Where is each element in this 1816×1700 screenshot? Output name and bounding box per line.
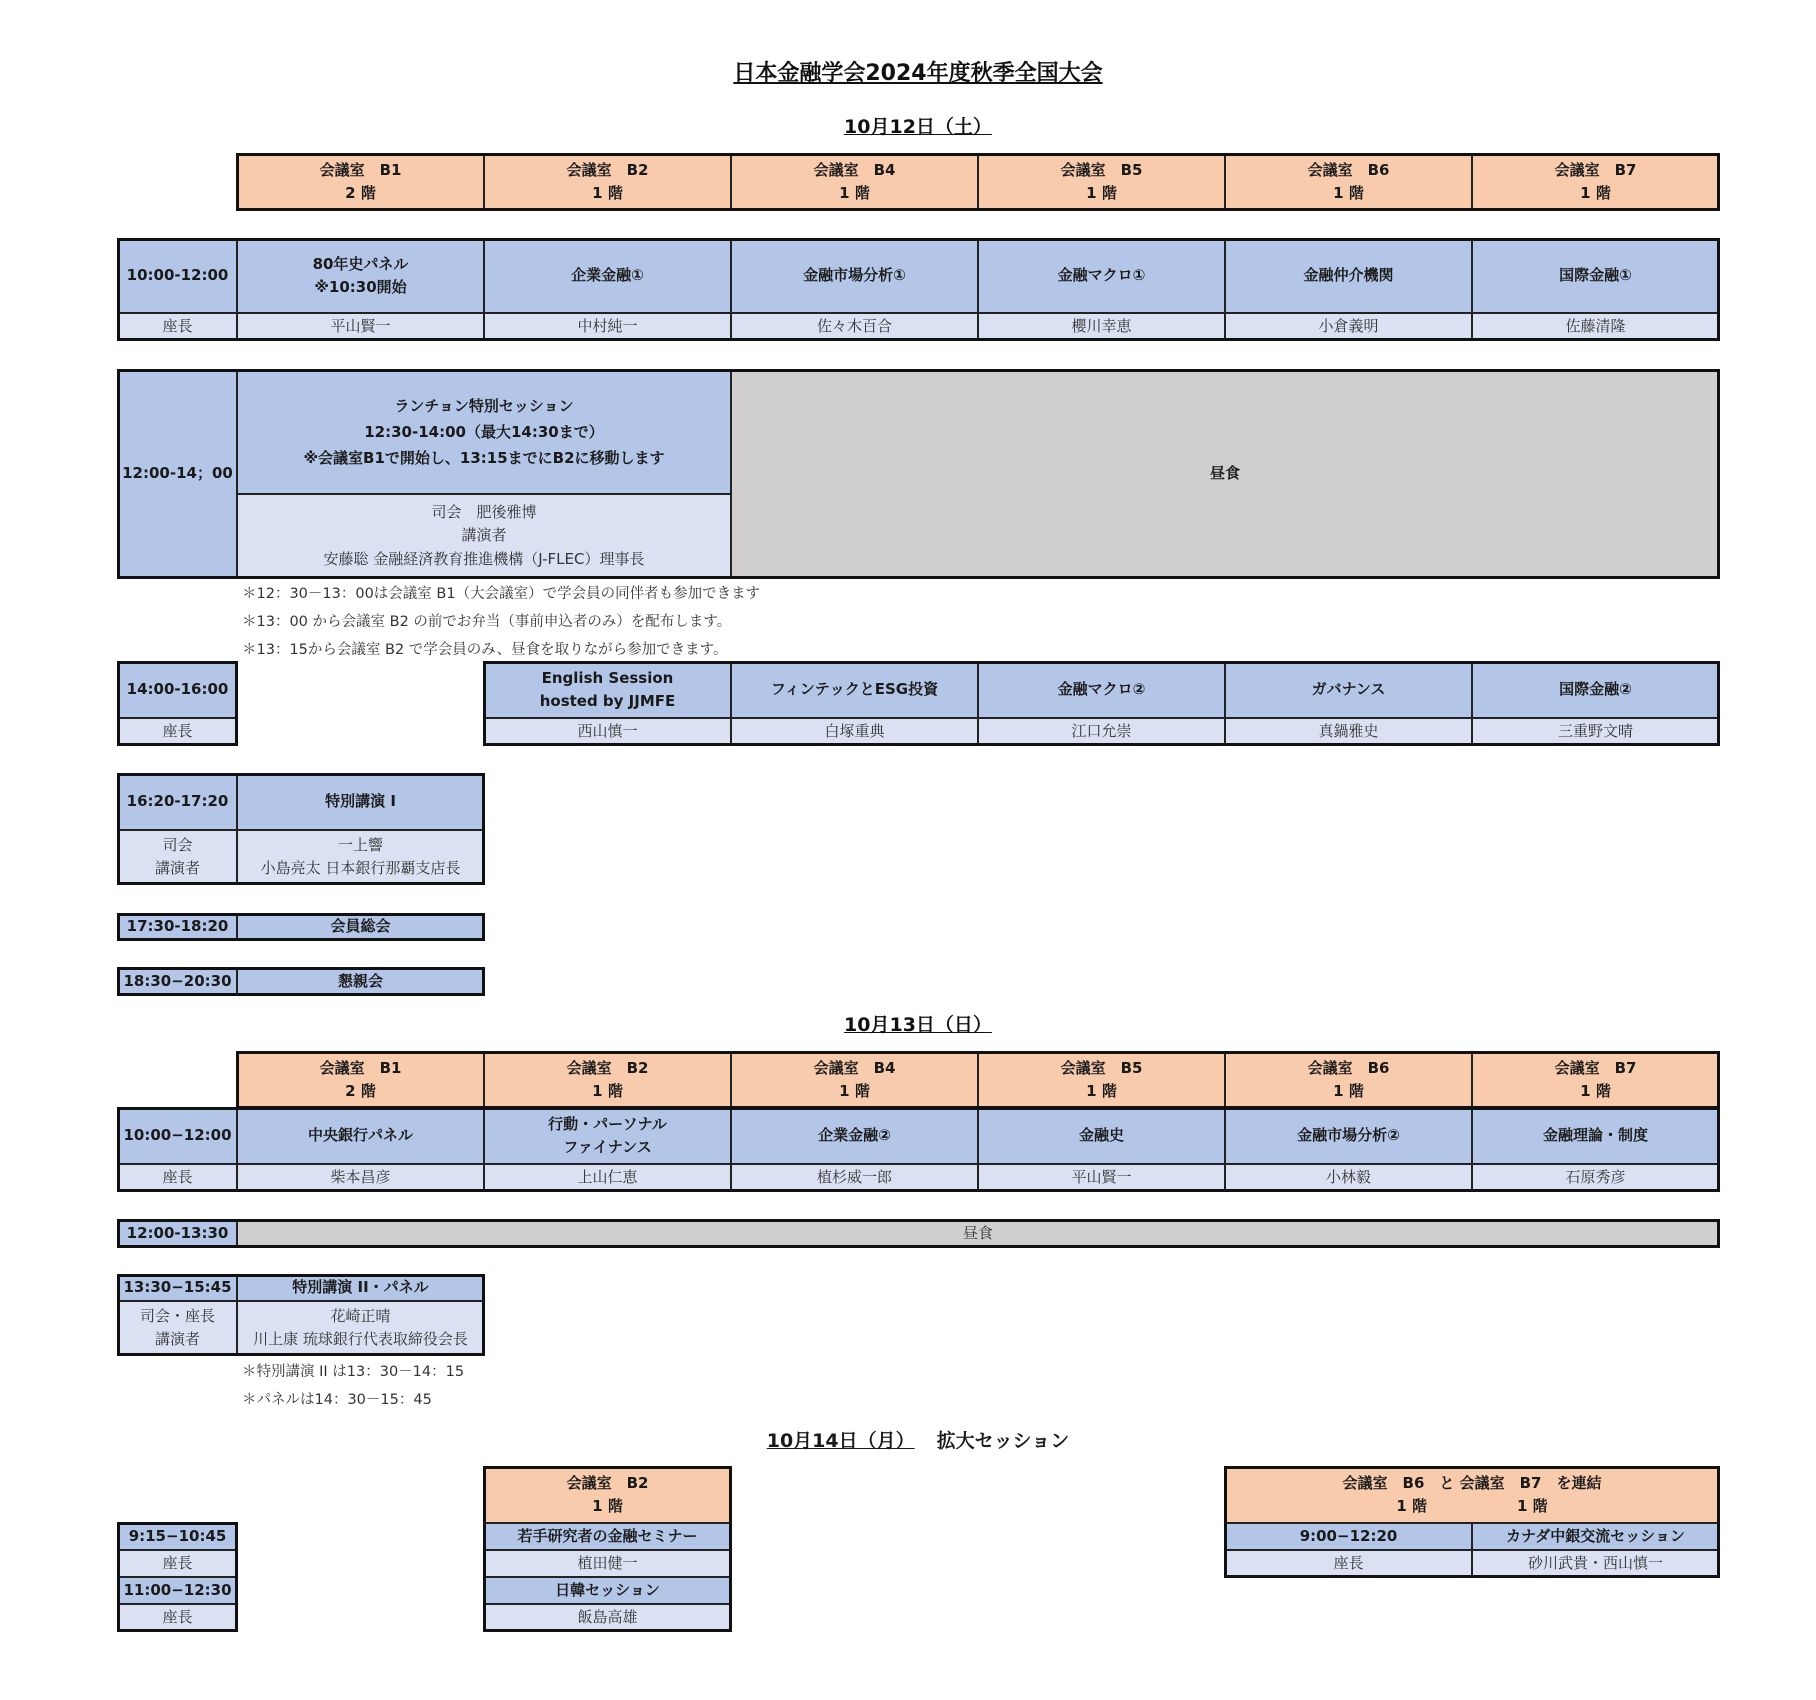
day1-s1-time: 10:00-12:00	[118, 239, 237, 313]
day1-s1-session-b5: 金融マクロ①	[978, 239, 1225, 313]
day2-s1-session-b6: 金融市場分析②	[1225, 1108, 1472, 1164]
day3-s1-chair-label: 座長	[118, 1550, 237, 1577]
day2-special-roles: 司会・座長 講演者	[118, 1301, 237, 1355]
day1-party-title: 懇親会	[237, 968, 484, 995]
day1-special-time: 16:20-17:20	[118, 774, 237, 830]
day1-meeting-title: 会員総会	[237, 914, 484, 940]
day1-party-time: 18:30−20:30	[118, 968, 237, 995]
day1-s1-chair-b5: 櫻川幸恵	[978, 313, 1225, 340]
day1-s1-chair-b6: 小倉義明	[1225, 313, 1472, 340]
day2-s1-chair-b6: 小林毅	[1225, 1164, 1472, 1191]
day2-special-title: 特別講演 II・パネル	[237, 1275, 484, 1301]
day1-special-roles: 司会 講演者	[118, 830, 237, 884]
day1-s1-chair-b1: 平山賢一	[237, 313, 484, 340]
day3-canada-session: カナダ中銀交流セッション	[1472, 1523, 1719, 1550]
day1-lunch-note-1: ＊12：30－13：00は会議室 B1（大会議室）で学会員の同伴者も参加できます	[242, 586, 761, 602]
day3-s2-chair: 飯島高雄	[484, 1604, 731, 1631]
day2-s1-session-b1: 中央銀行パネル	[237, 1108, 484, 1164]
day1-s2-chair-b7: 三重野文晴	[1472, 718, 1719, 745]
day2-special-people: 花崎正晴 川上康 琉球銀行代表取締役会長	[237, 1301, 484, 1355]
day3-date-heading: 10月14日（月）	[766, 1430, 915, 1452]
day1-lunch-note-2: ＊13：00 から会議室 B2 の前でお弁当（事前申込者のみ）を配布します。	[242, 614, 732, 630]
day1-s2-time: 14:00-16:00	[118, 662, 237, 718]
day2-s1-chair-b1: 柴本昌彦	[237, 1164, 484, 1191]
day2-room-b2: 会議室 B2 1 階	[484, 1052, 731, 1108]
day1-s2-session-b6: ガバナンス	[1225, 662, 1472, 718]
day1-special-people: 一上響 小島亮太 日本銀行那覇支店長	[237, 830, 484, 884]
day3-canada-chair: 砂川武貴・西山慎一	[1472, 1550, 1719, 1577]
day1-s2-session-b5: 金融マクロ②	[978, 662, 1225, 718]
day1-s2-chair-b2: 西山慎一	[484, 718, 731, 745]
day2-room-b1: 会議室 B1 2 階	[237, 1052, 484, 1108]
day1-s1-chair-b2: 中村純一	[484, 313, 731, 340]
day2-date-heading: 10月13日（日）	[844, 1014, 992, 1036]
day1-s1-session-b2: 企業金融①	[484, 239, 731, 313]
day1-s2-chair-label: 座長	[118, 718, 237, 745]
day3-room-b6b7: 会議室 B6 と 会議室 B7 を連結 1 階 1 階	[1225, 1467, 1719, 1523]
day2-special-note-2: ＊パネルは14：30－15：45	[242, 1392, 432, 1408]
day1-s2-session-b2: English Session hosted by JJMFE	[484, 662, 731, 718]
day3-s1-time: 9:15−10:45	[118, 1523, 237, 1550]
day2-special-time: 13:30−15:45	[118, 1275, 237, 1301]
day1-room-b6: 会議室 B6 1 階	[1225, 154, 1472, 210]
day1-s2-chair-b5: 江口允崇	[978, 718, 1225, 745]
day1-room-b7: 会議室 B7 1 階	[1472, 154, 1719, 210]
day2-s1-session-b4: 企業金融②	[731, 1108, 978, 1164]
day3-s1-session: 若手研究者の金融セミナー	[484, 1523, 731, 1550]
day1-luncheon-session: ランチョン特別セッション 12:30-14:00（最大14:30まで） ※会議室B1で開始し、13:15までにB2に移動します	[237, 370, 731, 494]
day2-s1-chair-b2: 上山仁恵	[484, 1164, 731, 1191]
day1-room-b4: 会議室 B4 1 階	[731, 154, 978, 210]
day2-s1-session-b5: 金融史	[978, 1108, 1225, 1164]
day2-s1-chair-label: 座長	[118, 1164, 237, 1191]
day3-canada-time: 9:00−12:20	[1225, 1523, 1472, 1550]
day1-s1-chair-b4: 佐々木百合	[731, 313, 978, 340]
day1-lunch-time: 12:00-14；00	[118, 370, 237, 578]
day2-room-b4: 会議室 B4 1 階	[731, 1052, 978, 1108]
day1-s1-session-b1: 80年史パネル ※10:30開始	[237, 239, 484, 313]
day1-s2-chair-b4: 白塚重典	[731, 718, 978, 745]
day2-lunch-break: 昼食	[237, 1220, 1719, 1247]
day2-s1-chair-b7: 石原秀彦	[1472, 1164, 1719, 1191]
day1-room-b2: 会議室 B2 1 階	[484, 154, 731, 210]
day2-s1-session-b7: 金融理論・制度	[1472, 1108, 1719, 1164]
day3-s1-chair: 植田健一	[484, 1550, 731, 1577]
day1-luncheon-details: 司会 肥後雅博 講演者 安藤聡 金融経済教育推進機構（J-FLEC）理事長	[237, 494, 731, 578]
day1-special-title: 特別講演 I	[237, 774, 484, 830]
page-title: 日本金融学会2024年度秋季全国大会	[733, 61, 1103, 86]
day1-meeting-time: 17:30-18:20	[118, 914, 237, 940]
day2-s1-time: 10:00−12:00	[118, 1108, 237, 1164]
day1-s1-session-b4: 金融市場分析①	[731, 239, 978, 313]
day2-special-note-1: ＊特別講演 II は13：30－14：15	[242, 1364, 465, 1380]
day3-canada-chair-label: 座長	[1225, 1550, 1472, 1577]
day2-lunch-time: 12:00-13:30	[118, 1220, 237, 1247]
day1-room-b5: 会議室 B5 1 階	[978, 154, 1225, 210]
day1-date-heading: 10月12日（土）	[844, 116, 992, 138]
day1-lunch-break: 昼食	[731, 370, 1719, 578]
day1-s2-session-b4: フィンテックとESG投資	[731, 662, 978, 718]
day2-s1-chair-b5: 平山賢一	[978, 1164, 1225, 1191]
day2-s1-chair-b4: 植杉威一郎	[731, 1164, 978, 1191]
day1-s1-chair-b7: 佐藤清隆	[1472, 313, 1719, 340]
day2-room-b5: 会議室 B5 1 階	[978, 1052, 1225, 1108]
day1-s1-session-b7: 国際金融①	[1472, 239, 1719, 313]
day2-room-b6: 会議室 B6 1 階	[1225, 1052, 1472, 1108]
day1-room-b1: 会議室 B1 2 階	[237, 154, 484, 210]
day3-room-b2: 会議室 B2 1 階	[484, 1467, 731, 1523]
day2-s1-session-b2: 行動・パーソナル ファイナンス	[484, 1108, 731, 1164]
day1-s1-chair-label: 座長	[118, 313, 237, 340]
day3-s2-session: 日韓セッション	[484, 1577, 731, 1604]
day3-heading	[0, 1426, 1816, 1453]
day1-s1-session-b6: 金融仲介機関	[1225, 239, 1472, 313]
day1-lunch-note-3: ＊13：15から会議室 B2 で学会員のみ、昼食を取りながら参加できます。	[242, 642, 728, 658]
day3-subtitle: 拡大セッション	[936, 1430, 1070, 1452]
day1-s2-session-b7: 国際金融②	[1472, 662, 1719, 718]
day1-s2-chair-b6: 真鍋雅史	[1225, 718, 1472, 745]
day3-s2-time: 11:00−12:30	[118, 1577, 237, 1604]
day2-room-b7: 会議室 B7 1 階	[1472, 1052, 1719, 1108]
day3-s2-chair-label: 座長	[118, 1604, 237, 1631]
